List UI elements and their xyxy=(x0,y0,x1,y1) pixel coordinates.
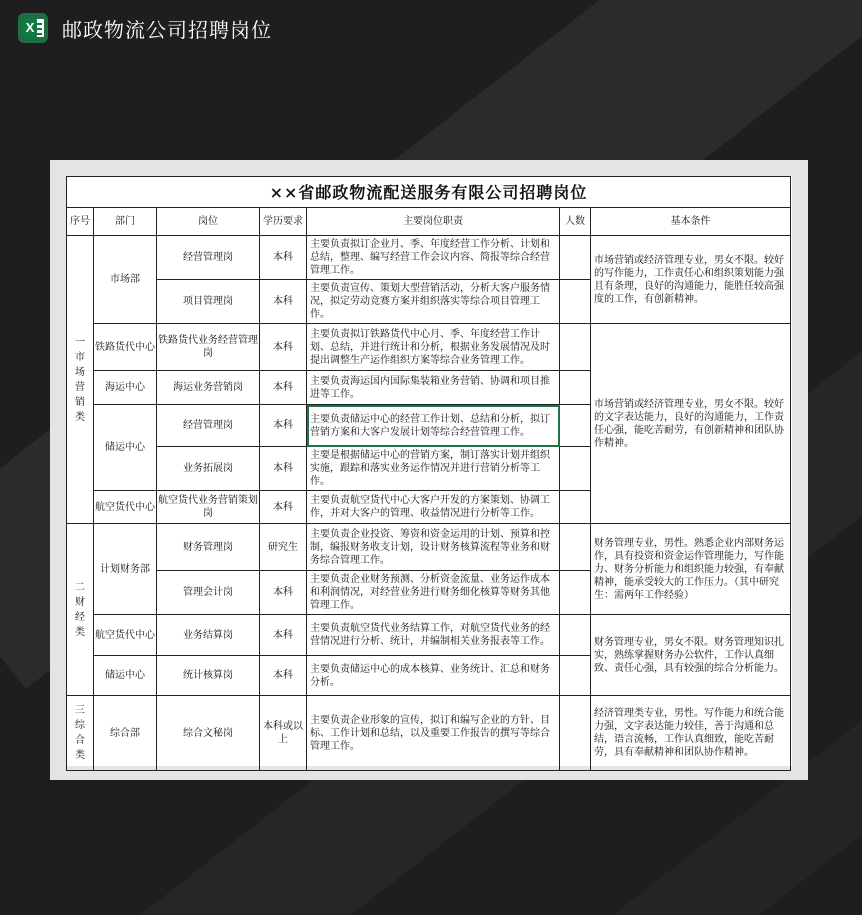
duty-cell: 主要负责企业财务预测、分析资金流量、业务运作成本和利润情况，对经营业务进行财务细化核算等财务其他管理工作。 xyxy=(307,571,560,615)
duty-cell: 主要负责企业投资、筹资和资金运用的计划、预算和控制，编报财务收支计划，设计财务核算流程等业务和财务综合管理工作。 xyxy=(307,524,560,571)
duty-cell: 主要负责宣传、策划大型营销活动，分析大客户服务情况，拟定劳动竞赛方案并组织落实等综合项目管理工作。 xyxy=(307,280,560,324)
header-cell: 基本条件 xyxy=(591,208,791,236)
edu-cell: 研究生 xyxy=(260,524,307,571)
dept-cell: 储运中心 xyxy=(94,656,157,696)
count-cell xyxy=(560,280,591,324)
table-row xyxy=(67,324,791,371)
count-cell xyxy=(560,371,591,405)
group-label: 二 财 经 类 xyxy=(67,524,94,696)
table-row xyxy=(67,696,791,771)
edu-cell: 本科 xyxy=(260,615,307,656)
count-cell xyxy=(560,696,591,771)
condition-cell: 市场营销或经济管理专业，男女不限。较好的文字表达能力，良好的沟通能力，工作责任心强，能吃苦耐劳，有创新精神和团队协作精神。 xyxy=(591,324,791,524)
header-cell: 人数 xyxy=(560,208,591,236)
post-cell: 航空货代业务营销策划岗 xyxy=(157,491,260,524)
count-cell xyxy=(560,524,591,571)
dept-cell: 综合部 xyxy=(94,696,157,771)
table-row xyxy=(67,524,791,571)
duty-cell: 主要负责海运国内国际集装箱业务营销、协调和项目推进等工作。 xyxy=(307,371,560,405)
dept-cell: 海运中心 xyxy=(94,371,157,405)
condition-cell: 经济管理类专业，男性。写作能力和统合能力强，文字表达能力较佳，善于沟通和总结，语言流畅，工作认真细致，能吃苦耐劳，具有奉献精神和团队协作精神。 xyxy=(591,696,791,771)
count-cell xyxy=(560,615,591,656)
duty-cell: 主要负责拟订企业月、季、年度经营工作分析、计划和总结，整理、编写经营工作会议内容、简报等综合经营管理工作。 xyxy=(307,236,560,280)
count-cell xyxy=(560,447,591,491)
post-cell: 经营管理岗 xyxy=(157,236,260,280)
edu-cell: 本科 xyxy=(260,236,307,280)
count-cell xyxy=(560,324,591,371)
dept-cell: 市场部 xyxy=(94,236,157,324)
duty-cell: 主要是根据储运中心的营销方案，制订落实计划并组织实施，跟踪和落实业务运作情况并进行营销分析等工作。 xyxy=(307,447,560,491)
post-cell: 管理会计岗 xyxy=(157,571,260,615)
spreadsheet-preview xyxy=(50,160,808,780)
post-cell: 统计核算岗 xyxy=(157,656,260,696)
table-title: ××省邮政物流配送服务有限公司招聘岗位 xyxy=(67,177,791,208)
header-cell: 主要岗位职责 xyxy=(307,208,560,236)
post-cell: 海运业务营销岗 xyxy=(157,371,260,405)
duty-cell: 主要负责航空货代业务结算工作，对航空货代业务的经营情况进行分析、统计，并编制相关业务报表等工作。 xyxy=(307,615,560,656)
header-cell: 学历要求 xyxy=(260,208,307,236)
dept-cell: 计划财务部 xyxy=(94,524,157,615)
app-title: 邮政物流公司招聘岗位 xyxy=(62,18,272,42)
group-label: 三 综 合 类 xyxy=(67,696,94,771)
edu-cell: 本科 xyxy=(260,447,307,491)
header-row xyxy=(67,208,791,236)
edu-cell: 本科 xyxy=(260,491,307,524)
count-cell xyxy=(560,236,591,280)
dept-cell: 航空货代中心 xyxy=(94,491,157,524)
condition-cell: 财务管理专业，男性。熟悉企业内部财务运作，具有投资和资金运作管理能力，写作能力、财务分析能力和组织能力较强，有奉献精神，能承受较大的工作压力。（其中研究生：需两年工作经验） xyxy=(591,524,791,615)
count-cell xyxy=(560,405,591,447)
table-row xyxy=(67,236,791,280)
duty-cell: 主要负责拟订铁路货代中心月、季、年度经营工作计划、总结，并进行统计和分析，根据业务发展情况及时提出调整生产运作组织方案等综合业务管理工作。 xyxy=(307,324,560,371)
post-cell: 财务管理岗 xyxy=(157,524,260,571)
post-cell: 项目管理岗 xyxy=(157,280,260,324)
count-cell xyxy=(560,656,591,696)
edu-cell: 本科 xyxy=(260,371,307,405)
post-cell: 综合文秘岗 xyxy=(157,696,260,771)
edu-cell: 本科 xyxy=(260,571,307,615)
sheet-page xyxy=(66,176,792,766)
dept-cell: 铁路货代中心 xyxy=(94,324,157,371)
post-cell: 铁路货代业务经营管理岗 xyxy=(157,324,260,371)
count-cell xyxy=(560,491,591,524)
edu-cell: 本科或以上 xyxy=(260,696,307,771)
condition-cell: 市场营销或经济管理专业，男女不限。较好的写作能力，工作责任心和组织策划能力强且有条理，良好的沟通能力，能胜任较高强度的工作，有创新精神。 xyxy=(591,236,791,324)
header-cell: 岗位 xyxy=(157,208,260,236)
excel-icon: X xyxy=(18,13,48,43)
post-cell: 业务结算岗 xyxy=(157,615,260,656)
duty-cell: 主要负责航空货代中心大客户开发的方案策划、协调工作，并对大客户的管理、收益情况进行分析等工作。 xyxy=(307,491,560,524)
duty-cell: 主要负责企业形象的宣传，拟订和编写企业的方针、目标、工作计划和总结，以及重要工作报告的撰写等综合管理工作。 xyxy=(307,696,560,771)
table-row xyxy=(67,615,791,656)
dept-cell: 储运中心 xyxy=(94,405,157,491)
post-cell: 业务拓展岗 xyxy=(157,447,260,491)
recruitment-table xyxy=(66,176,791,771)
edu-cell: 本科 xyxy=(260,324,307,371)
post-cell: 经营管理岗 xyxy=(157,405,260,447)
condition-cell: 财务管理专业，男女不限。财务管理知识扎实，熟练掌握财务办公软件，工作认真细致、责任心强，具有较强的综合分析能力。 xyxy=(591,615,791,696)
edu-cell: 本科 xyxy=(260,656,307,696)
duty-cell: 主要负责储运中心的成本核算、业务统计、汇总和财务分析。 xyxy=(307,656,560,696)
header-cell: 序号 xyxy=(67,208,94,236)
dept-cell: 航空货代中心 xyxy=(94,615,157,656)
duty-cell-selected[interactable]: 主要负责储运中心的经营工作计划、总结和分析，拟订营销方案和大客户发展计划等综合经营管理工作。 xyxy=(307,405,560,447)
edu-cell: 本科 xyxy=(260,405,307,447)
group-label: 一 市 场 营 销 类 xyxy=(67,236,94,524)
header-cell: 部门 xyxy=(94,208,157,236)
edu-cell: 本科 xyxy=(260,280,307,324)
title-bar xyxy=(0,0,862,58)
count-cell xyxy=(560,571,591,615)
